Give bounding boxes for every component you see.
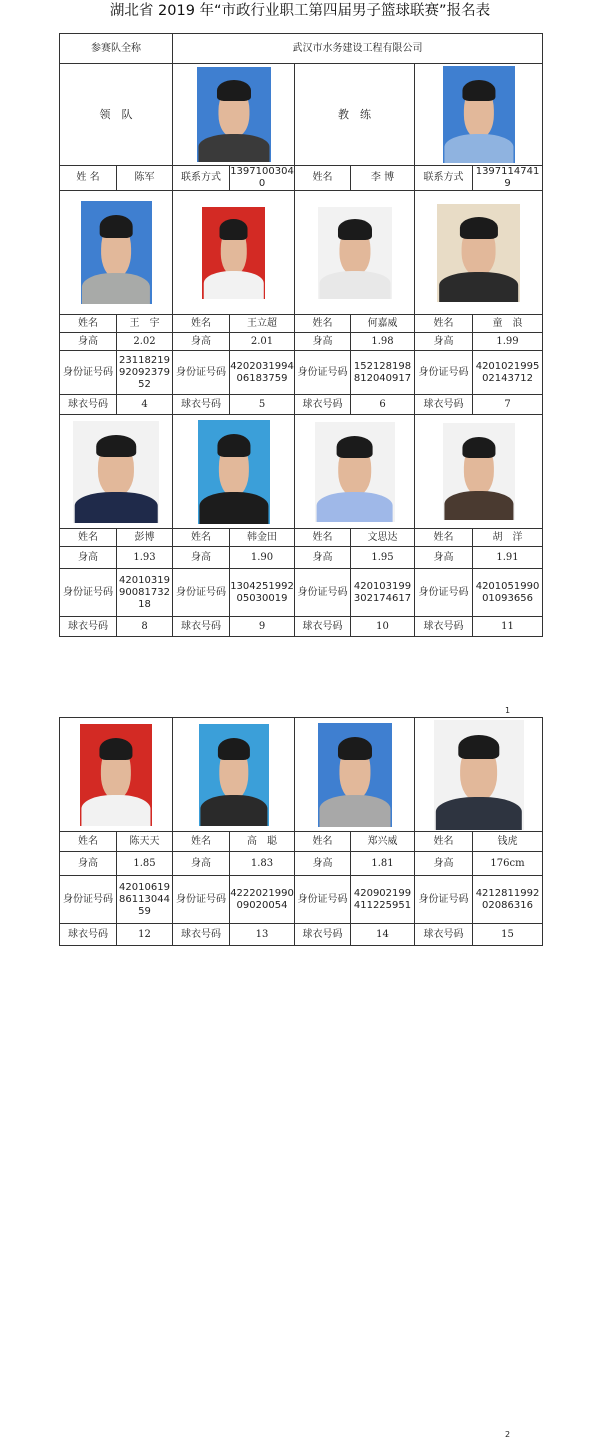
jersey-label: 球衣号码 — [173, 395, 230, 415]
player-jersey: 8 — [117, 617, 173, 637]
player-height: 1.90 — [230, 547, 295, 569]
leader-contact-label: 联系方式 — [173, 166, 230, 191]
player-height: 1.83 — [230, 852, 295, 876]
player-jersey: 6 — [351, 395, 415, 415]
id-label: 身份证号码 — [295, 876, 351, 924]
player-photo-10 — [199, 724, 269, 826]
player-photo-12 — [434, 720, 524, 830]
player-name: 胡 洋 — [473, 529, 543, 547]
player-photo-9 — [80, 724, 152, 826]
player-height: 1.98 — [351, 333, 415, 351]
id-label: 身份证号码 — [173, 569, 230, 617]
player-jersey: 14 — [351, 924, 415, 946]
player-name: 童 浪 — [473, 315, 543, 333]
name-label: 姓名 — [60, 832, 117, 852]
player-id: 420105199001093656 — [473, 569, 543, 617]
name-label: 姓名 — [173, 832, 230, 852]
player-name: 韩金田 — [230, 529, 295, 547]
player-photo-cell — [415, 718, 543, 832]
player-name: 王 宇 — [117, 315, 173, 333]
leader-label: 领 队 — [60, 64, 173, 166]
player-name: 高 聪 — [230, 832, 295, 852]
height-label: 身高 — [173, 852, 230, 876]
leader-name: 陈军 — [117, 166, 173, 191]
form-title: 湖北省 2019 年“市政行业职工第四届男子篮球联赛”报名表 — [109, 3, 491, 19]
player-height: 2.01 — [230, 333, 295, 351]
player-height: 1.93 — [117, 547, 173, 569]
player-id: 421281199202086316 — [473, 876, 543, 924]
height-label: 身高 — [415, 547, 473, 569]
player-photo-11 — [318, 723, 392, 827]
id-label: 身份证号码 — [415, 569, 473, 617]
name-label: 姓名 — [60, 529, 117, 547]
coach-photo — [443, 66, 515, 163]
player-name: 何嘉威 — [351, 315, 415, 333]
id-label: 身份证号码 — [60, 876, 117, 924]
height-label: 身高 — [295, 852, 351, 876]
player-jersey: 11 — [473, 617, 543, 637]
height-label: 身高 — [173, 547, 230, 569]
player-photo-cell — [295, 718, 415, 832]
coach-label: 教 练 — [295, 64, 415, 166]
player-photo-cell — [415, 191, 543, 315]
player-photo-3 — [318, 207, 392, 299]
name-label: 姓名 — [295, 529, 351, 547]
player-height: 2.02 — [117, 333, 173, 351]
page-number: 2 — [505, 1430, 511, 1439]
name-label: 姓名 — [173, 315, 230, 333]
player-id: 152128198812040917 — [351, 351, 415, 395]
player-photo-1 — [81, 201, 152, 304]
player-jersey: 12 — [117, 924, 173, 946]
player-photo-cell — [173, 415, 295, 529]
coach-name-label: 姓名 — [295, 166, 351, 191]
leader-photo-cell — [173, 64, 295, 166]
player-jersey: 7 — [473, 395, 543, 415]
coach-name: 李 博 — [351, 166, 415, 191]
id-label: 身份证号码 — [60, 351, 117, 395]
jersey-label: 球衣号码 — [173, 924, 230, 946]
height-label: 身高 — [295, 547, 351, 569]
jersey-label: 球衣号码 — [295, 924, 351, 946]
jersey-label: 球衣号码 — [415, 395, 473, 415]
height-label: 身高 — [295, 333, 351, 351]
height-label: 身高 — [60, 852, 117, 876]
player-jersey: 10 — [351, 617, 415, 637]
player-height: 1.99 — [473, 333, 543, 351]
name-label: 姓名 — [415, 529, 473, 547]
player-height: 1.95 — [351, 547, 415, 569]
coach-phone: 13971147419 — [473, 166, 543, 191]
player-id: 420103199302174617 — [351, 569, 415, 617]
height-label: 身高 — [415, 333, 473, 351]
registration-table-page2 — [59, 717, 543, 946]
name-label: 姓名 — [295, 315, 351, 333]
team-name: 武汉市水务建设工程有限公司 — [173, 34, 543, 64]
registration-table-page1 — [59, 33, 543, 637]
id-label: 身份证号码 — [173, 876, 230, 924]
id-label: 身份证号码 — [173, 351, 230, 395]
player-photo-2 — [202, 207, 265, 299]
player-id: 420102199502143712 — [473, 351, 543, 395]
page-number: 1 — [505, 706, 511, 715]
name-label: 姓名 — [60, 315, 117, 333]
player-jersey: 13 — [230, 924, 295, 946]
jersey-label: 球衣号码 — [415, 617, 473, 637]
player-id: 231182199209237952 — [117, 351, 173, 395]
leader-name-label: 姓 名 — [60, 166, 117, 191]
player-photo-4 — [437, 204, 520, 302]
player-jersey: 5 — [230, 395, 295, 415]
player-photo-cell — [60, 191, 173, 315]
jersey-label: 球衣号码 — [295, 617, 351, 637]
jersey-label: 球衣号码 — [173, 617, 230, 637]
height-label: 身高 — [415, 852, 473, 876]
name-label: 姓名 — [415, 315, 473, 333]
player-photo-cell — [415, 415, 543, 529]
id-label: 身份证号码 — [295, 351, 351, 395]
player-id: 420106198611304459 — [117, 876, 173, 924]
player-photo-7 — [315, 422, 395, 522]
jersey-label: 球衣号码 — [295, 395, 351, 415]
jersey-label: 球衣号码 — [60, 395, 117, 415]
player-jersey: 9 — [230, 617, 295, 637]
player-photo-5 — [73, 421, 159, 523]
coach-contact-label: 联系方式 — [415, 166, 473, 191]
height-label: 身高 — [60, 333, 117, 351]
player-photo-cell — [173, 191, 295, 315]
coach-photo-cell — [415, 64, 543, 166]
player-jersey: 4 — [117, 395, 173, 415]
player-name: 钱虎 — [473, 832, 543, 852]
player-name: 王立超 — [230, 315, 295, 333]
player-height: 1.81 — [351, 852, 415, 876]
team-label: 参赛队全称 — [60, 34, 173, 64]
player-photo-6 — [198, 420, 270, 524]
player-id: 420103199008173218 — [117, 569, 173, 617]
player-id: 422202199009020054 — [230, 876, 295, 924]
name-label: 姓名 — [173, 529, 230, 547]
player-photo-cell — [295, 415, 415, 529]
player-height: 1.85 — [117, 852, 173, 876]
jersey-label: 球衣号码 — [60, 924, 117, 946]
id-label: 身份证号码 — [60, 569, 117, 617]
player-photo-8 — [443, 423, 515, 520]
player-photo-cell — [60, 415, 173, 529]
player-height: 176cm — [473, 852, 543, 876]
name-label: 姓名 — [295, 832, 351, 852]
name-label: 姓名 — [415, 832, 473, 852]
id-label: 身份证号码 — [415, 876, 473, 924]
height-label: 身高 — [60, 547, 117, 569]
player-name: 文思达 — [351, 529, 415, 547]
player-height: 1.91 — [473, 547, 543, 569]
jersey-label: 球衣号码 — [60, 617, 117, 637]
leader-phone: 13971003040 — [230, 166, 294, 189]
jersey-label: 球衣号码 — [415, 924, 473, 946]
player-id: 420902199411225951 — [351, 876, 415, 924]
height-label: 身高 — [173, 333, 230, 351]
player-name: 郑兴威 — [351, 832, 415, 852]
id-label: 身份证号码 — [415, 351, 473, 395]
player-photo-cell — [295, 191, 415, 315]
player-name: 陈天天 — [117, 832, 173, 852]
leader-photo — [197, 67, 271, 162]
player-jersey: 15 — [473, 924, 543, 946]
player-id: 130425199205030019 — [230, 569, 295, 617]
player-photo-cell — [173, 718, 295, 832]
player-photo-cell — [60, 718, 173, 832]
id-label: 身份证号码 — [295, 569, 351, 617]
player-id: 420203199406183759 — [230, 351, 295, 395]
player-name: 彭博 — [117, 529, 173, 547]
